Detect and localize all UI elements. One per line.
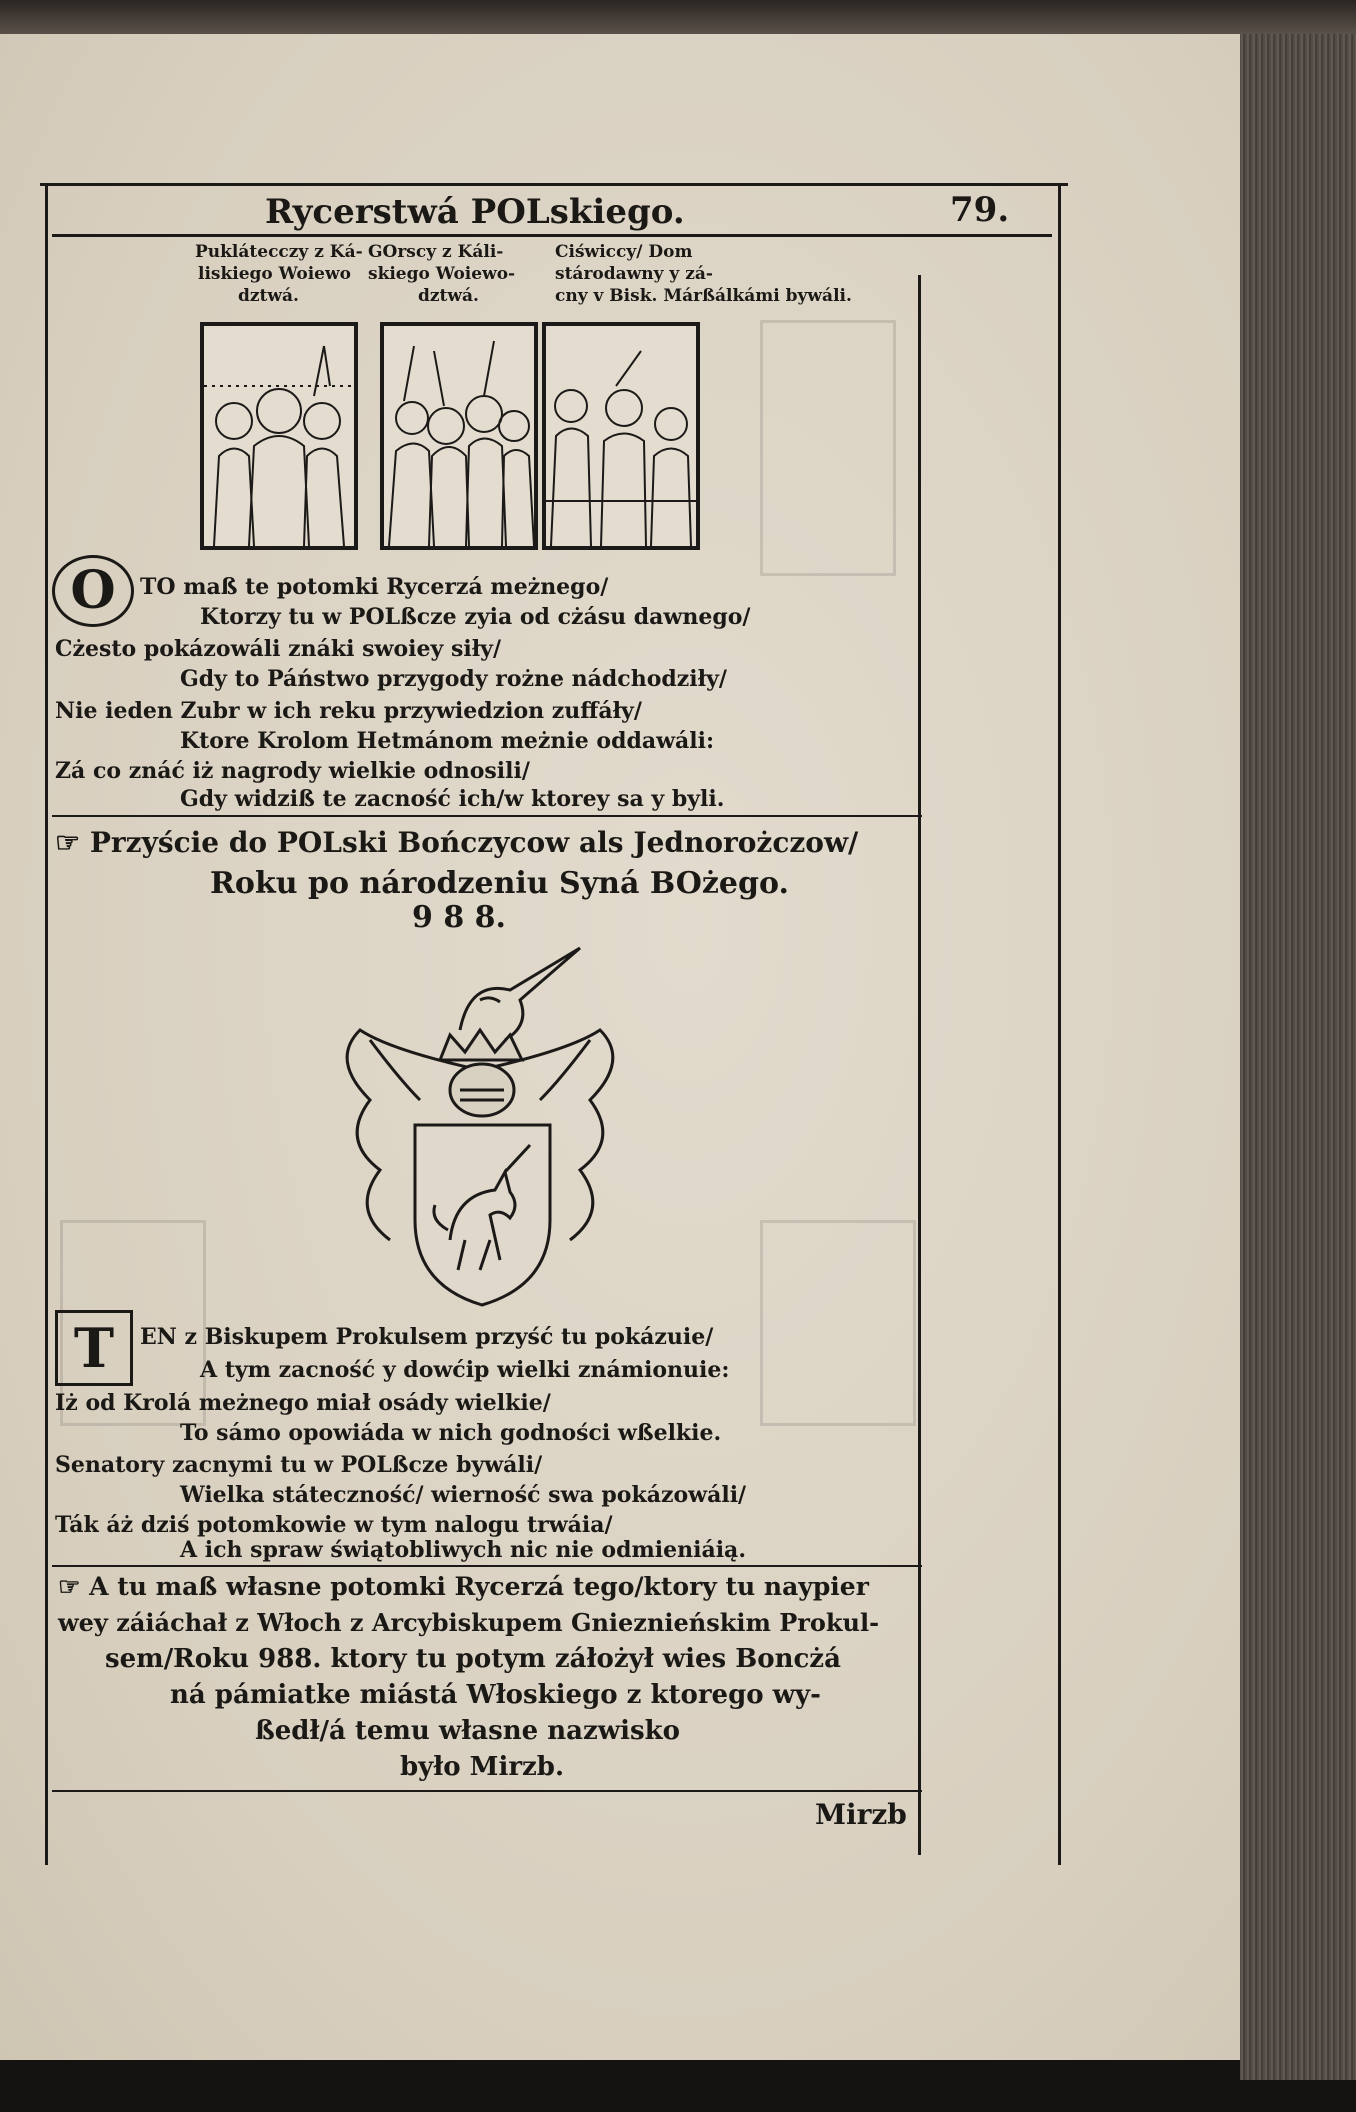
- woodcut-portrait-2: [380, 322, 538, 550]
- closing-line: sem/Roku 988. ktory tu potym záłożył wies Boncżá: [105, 1644, 841, 1674]
- verse-line: Ktore Krolom Hetmánom meżnie oddawáli:: [180, 728, 715, 754]
- header-rule: [52, 234, 1052, 237]
- verse-line: Gdy to Páństwo przygody rożne nádchodziły/: [180, 666, 727, 692]
- verse-line: Zá co znáć iż nagrody wielkie odnosili/: [55, 758, 530, 784]
- verse-line: EN z Biskupem Prokulsem przyść tu pokázuie/: [140, 1324, 714, 1350]
- bleed-through-woodcut: [760, 1220, 916, 1426]
- verse-line: A tym zacność y dowćip wielki známionuie:: [200, 1357, 730, 1383]
- top-rule: [40, 183, 1068, 186]
- divider-rule: [52, 1565, 922, 1567]
- divider-rule: [52, 815, 922, 817]
- closing-line: ßedł/á temu własne nazwisko: [255, 1716, 681, 1746]
- manicule-icon: ☞: [58, 1572, 90, 1601]
- running-title: Rycerstwá POLskiego.: [265, 192, 685, 232]
- page-number: 79.: [950, 190, 1010, 230]
- verse-line: Gdy widziß te zacność ich/w ktorey sa y byli.: [180, 786, 725, 812]
- woodcut-portrait-1: [200, 322, 358, 550]
- verse-line: Iż od Krolá meżnego miał osády wielkie/: [55, 1390, 551, 1416]
- coat-of-arms-unicorn: [330, 940, 630, 1310]
- bleed-through-woodcut: [760, 320, 896, 576]
- closing-line: wey záiáchał z Włoch z Arcybiskupem Gnieznieńskim Prokul-: [58, 1608, 880, 1637]
- frame-right-outer-rule: [1058, 185, 1061, 1865]
- verse-line: Ták áż dziś potomkowie w tym nalogu trwáia/: [55, 1512, 613, 1538]
- verse-line: A ich spraw świątobliwych nic nie odmieniáią.: [180, 1537, 746, 1563]
- woodcut-portrait-3: [542, 322, 700, 550]
- verse-line: Senatory zacnymi tu w POLßcze bywáli/: [55, 1452, 543, 1478]
- catchword: Mirzb: [815, 1798, 907, 1831]
- book-top-edge: [0, 0, 1356, 34]
- page-edges: [1240, 0, 1356, 2080]
- verse-line: TO maß te potomki Rycerzá meżnego/: [140, 574, 609, 600]
- closing-line: ☞ A tu maß własne potomki Rycerzá tego/ktory tu naypier: [58, 1572, 869, 1601]
- verse-line: Wielka státeczność/ wierność swa pokázowáli/: [180, 1482, 747, 1508]
- section-year: 9 8 8.: [412, 900, 506, 935]
- section-subheading: Roku po národzeniu Syná BOżego.: [210, 866, 789, 901]
- verse-line: Nie ieden Zubr w ich reku przywiedzion zuffáły/: [55, 698, 642, 724]
- section-heading: ☞ Przyście do POLski Bończycow als Jednorożczow/: [55, 826, 859, 859]
- verse-line: Ktorzy tu w POLßcze zyia od cżásu dawnego/: [200, 604, 751, 630]
- verse-line: Cżesto pokázowáli znáki swoiey siły/: [55, 636, 501, 662]
- drop-capital-t: T: [55, 1310, 133, 1386]
- manicule-icon: ☞: [55, 826, 90, 859]
- verse-line: To sámo opowiáda w nich godności wßelkie.: [180, 1420, 722, 1446]
- drop-capital-o: O: [52, 555, 134, 627]
- frame-left-rule: [45, 185, 48, 1865]
- closing-line: ná pámiatke miástá Włoskiego z ktorego wy-: [170, 1680, 821, 1710]
- frame-inner-right-rule: [918, 275, 921, 1855]
- closing-line: było Mirzb.: [400, 1752, 565, 1782]
- bottom-rule: [52, 1790, 922, 1792]
